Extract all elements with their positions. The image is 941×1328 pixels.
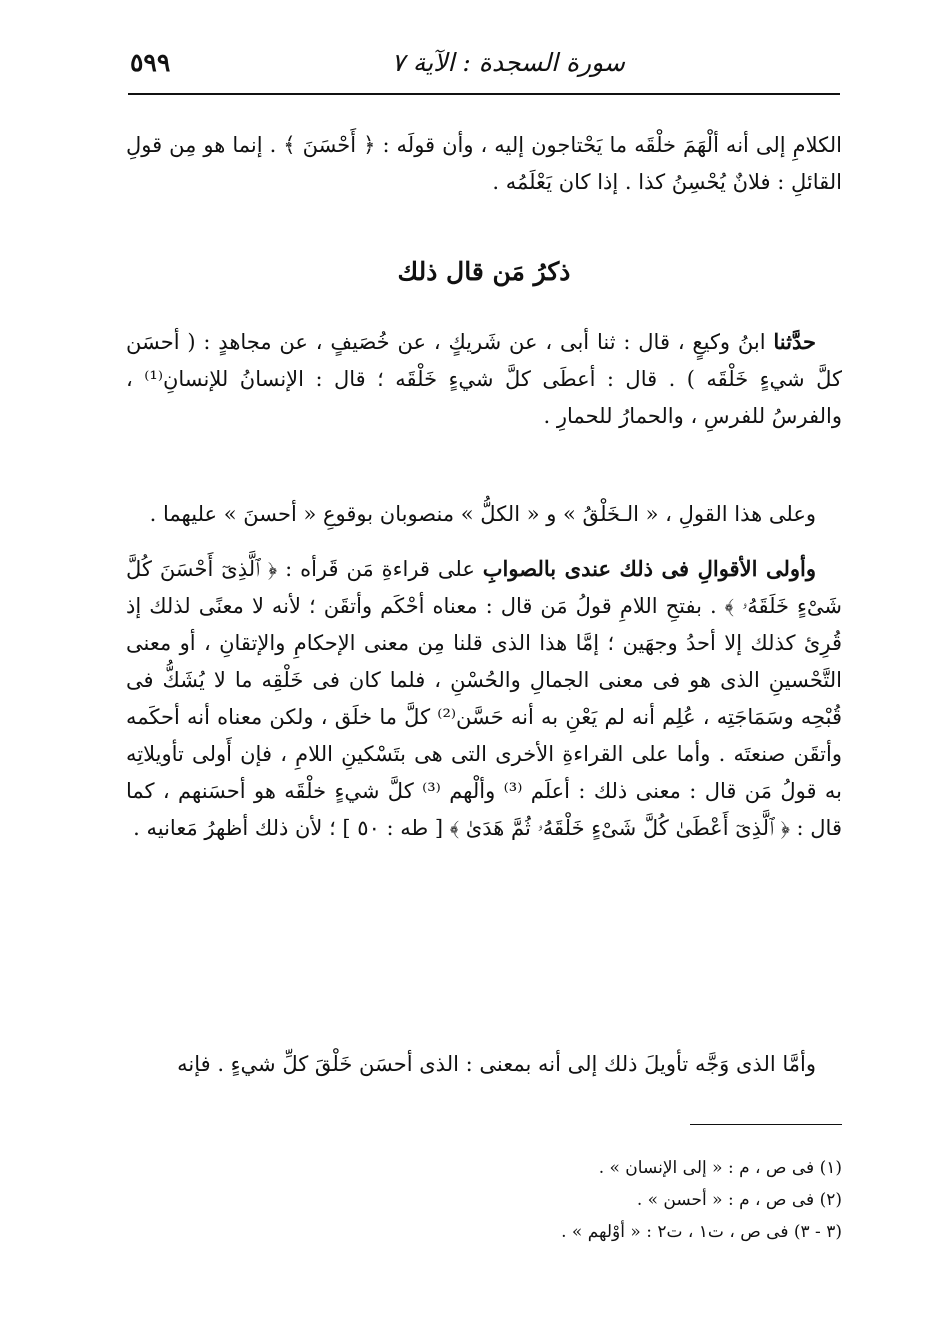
paragraph-grammar-note: وعلى هذا القولِ ، « الـخَلْقُ » و « الكلُّ » منصوبان بوقوعِ « أحسنَ » عليهما . [149,502,816,526]
section-heading: ذكرُ مَن قال ذلك [397,257,571,286]
header-rule [128,93,840,95]
footnotes [126,1152,842,1248]
footnote-1: (١) فى ص ، م : « إلى الإنسان » . [598,1158,842,1178]
paragraph-lead-phrase: وأولى الأقوالِ فى ذلك عندى بالصوابِ [482,556,816,581]
footnote-2: (٢) فى ص ، م : « أحسن » . [636,1190,842,1210]
footnote-3: (٣ - ٣) فى ص ، ت١ ، ت٢ : « أوْلهم » . [561,1222,842,1242]
running-header [128,40,840,92]
paragraph-preferred-view [126,550,842,847]
paragraph-lead-word: حدَّثنا [773,329,816,354]
page-number: ٥٩٩ [130,48,171,77]
paragraph-body: على قراءةِ مَن قَرأه : ﴿ ٱلَّذِىٓ أَحْسَنَ كُلَّ شَىْءٍ خَلَقَهُۥ ﴾ . بفتحِ اللامِ قولُ مَن قال : معناه أحْكَم وأتقَن ؛ لأنه لا معنًى لذلك إذ قُرِئ كذلك إلا أحدُ وجهَين ؛ إمَّا هذا الذى قلنا مِن معنى الإحكامِ والإتقانِ ، أو معنى التَّحْسينِ الذى هو فى معنى الجمالِ والحُسْنِ ، فلما كان فى خَلْقِه ما لا يُشَكُّ فى قُبْحِه وسَمَاجَتِه ، عُلِم أنه لم يَعْنِ به أنه حَسَّن⁽²⁾ كلَّ ما خلَق ، ولكن معناه أنه أحكَمه وأتقَن صنعتَه . وأما على القراءةِ الأخرى التى هى بتَسْكينِ اللامِ ، فإن أَولى تأويلاتِه به قولُ مَن قال : معنى ذلك : أعلَم ⁽³⁾ وألْهم ⁽³⁾ كلَّ شيءٍ خلْقَه هو أحسَنهم ، كما قال : ﴿ ٱلَّذِىٓ أَعْطَىٰ كُلَّ شَىْءٍ خَلْقَهُۥ ثُمَّ هَدَىٰ ﴾ [ طه : ٥٠ ] ؛ لأن ذلك أظهرُ مَعانيه . [126,557,843,840]
paragraph-continuation: الكلامِ إلى أنه ألْهَمَ خلْقَه ما يَحْتاجون إليه ، وأن قولَه : ﴿ أَحْسَنَ ﴾ . إنما هو مِن قولِ القائلِ : فلانٌ يُحْسِنُ كذا . إذا كان يَعْلَمُه . [126,133,842,194]
paragraph-body: ابنُ وكيعٍ ، قال : ثنا أبى ، عن شَريكٍ ، عن خُصَيفٍ ، عن مجاهدٍ : ( أحسَن كلَّ شيءٍ خَلْقَه ) . قال : أعطَى كلَّ شيءٍ خَلْقَه ؛ قال : الإنسانُ للإنسانِ⁽¹⁾ ، والفرسُ للفرسِ ، والحمارُ للحمارِ . [126,330,842,428]
footnote-rule [690,1124,842,1125]
paragraph-final: وأمَّا الذى وَجَّه تأويلَ ذلك إلى أنه بمعنى : الذى أحسَن خَلْقَ كلِّ شيءٍ . فإنه [177,1052,816,1076]
paragraph-hadith [126,323,842,435]
surah-title: سورة السجدة : الآية ٧ [391,48,625,77]
